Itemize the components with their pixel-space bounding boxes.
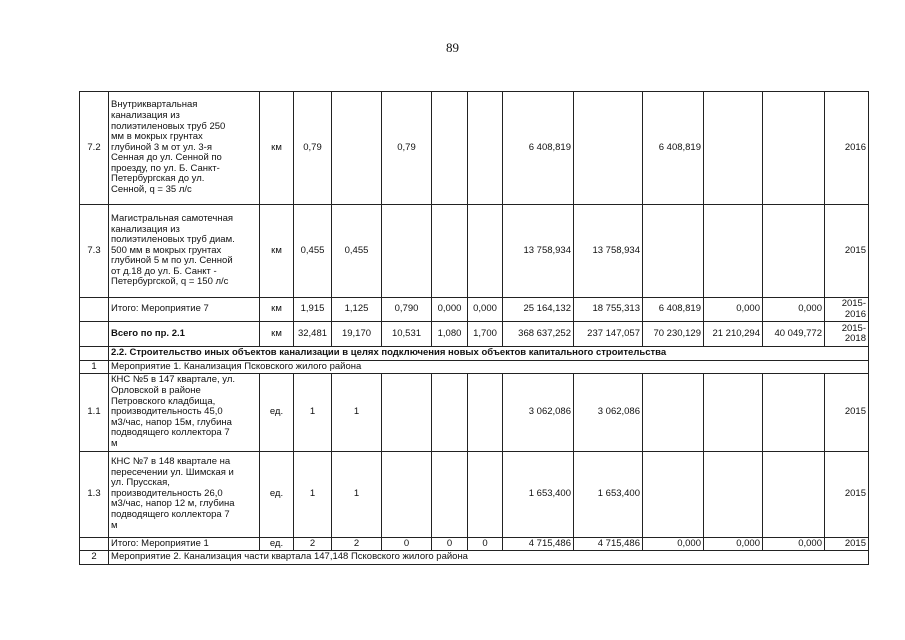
cost-2017: 21 210,294: [704, 322, 763, 347]
row-unit: км: [260, 322, 294, 347]
section-header: 2.2. Строительство иных объектов канализации в целях подключения новых объектов капитального строительства: [109, 347, 869, 361]
measure-num: 2: [80, 551, 109, 565]
row-name: Внутриквартальная канализация из полиэтиленовых труб 250 мм в мокрых грунтах глубиной 3 м от ул. 3-я Сенная до ул. Сенной по проезду, по ул. Б. Санкт- Петербургская до ул. Сенной, q = 35 л/с: [109, 92, 260, 205]
section-header-row: [80, 347, 869, 361]
qty-2016: 0: [382, 537, 432, 551]
cost-total: 1 653,400: [503, 451, 574, 537]
qty-2018: 0: [468, 537, 503, 551]
cost-2016: 70 230,129: [643, 322, 704, 347]
qty-2016: [382, 205, 432, 298]
qty-total: 0,79: [294, 92, 332, 205]
cost-2016: [643, 205, 704, 298]
cost-total: 4 715,486: [503, 537, 574, 551]
qty-2015: 1,125: [332, 298, 382, 322]
cost-2016: 6 408,819: [643, 92, 704, 205]
implementation-years: 2015: [825, 537, 869, 551]
qty-2016: 0,79: [382, 92, 432, 205]
cost-2015: 237 147,057: [574, 322, 643, 347]
row-unit: ед.: [260, 537, 294, 551]
qty-2018: [468, 92, 503, 205]
measure-row: [80, 360, 869, 374]
table-row: [80, 322, 869, 347]
qty-2017: [432, 205, 468, 298]
qty-2015: 19,170: [332, 322, 382, 347]
qty-2018: [468, 451, 503, 537]
qty-2017: 0: [432, 537, 468, 551]
qty-total: 2: [294, 537, 332, 551]
row-number: [80, 537, 109, 551]
implementation-years: 2015: [825, 451, 869, 537]
qty-2017: [432, 374, 468, 451]
cost-total: 3 062,086: [503, 374, 574, 451]
implementation-years: 2016: [825, 92, 869, 205]
qty-total: 0,455: [294, 205, 332, 298]
row-name: Итого: Мероприятие 7: [109, 298, 260, 322]
cost-2017: 0,000: [704, 537, 763, 551]
cost-2018: [763, 205, 825, 298]
measure-row: [80, 551, 869, 565]
qty-2016: [382, 451, 432, 537]
implementation-years: 2015- 2018: [825, 322, 869, 347]
section-header-num: [80, 347, 109, 361]
qty-total: 32,481: [294, 322, 332, 347]
qty-2018: [468, 374, 503, 451]
table-row: [80, 205, 869, 298]
row-number: [80, 322, 109, 347]
row-unit: ед.: [260, 374, 294, 451]
cost-2015: 3 062,086: [574, 374, 643, 451]
row-unit: км: [260, 298, 294, 322]
row-number: 1.1: [80, 374, 109, 451]
cost-total: 13 758,934: [503, 205, 574, 298]
qty-2016: 0,790: [382, 298, 432, 322]
row-number: [80, 298, 109, 322]
cost-2017: [704, 451, 763, 537]
row-number: 1.3: [80, 451, 109, 537]
qty-2015: 1: [332, 374, 382, 451]
cost-2017: 0,000: [704, 298, 763, 322]
qty-total: 1,915: [294, 298, 332, 322]
table-row: [80, 298, 869, 322]
cost-2015: 1 653,400: [574, 451, 643, 537]
row-number: 7.3: [80, 205, 109, 298]
measure-num: 1: [80, 360, 109, 374]
qty-total: 1: [294, 374, 332, 451]
cost-2018: 0,000: [763, 537, 825, 551]
cost-2015: [574, 92, 643, 205]
cost-2016: [643, 451, 704, 537]
cost-2015: 4 715,486: [574, 537, 643, 551]
qty-2018: 1,700: [468, 322, 503, 347]
table-row: [80, 92, 869, 205]
cost-2018: [763, 374, 825, 451]
implementation-years: 2015: [825, 205, 869, 298]
cost-2018: [763, 92, 825, 205]
row-unit: км: [260, 92, 294, 205]
qty-2017: [432, 92, 468, 205]
qty-2017: [432, 451, 468, 537]
row-name: Магистральная самотечная канализация из полиэтиленовых труб диам. 500 мм в мокрых грунтах глубиной 5 м по ул. Сенной от д.18 до ул. Б. Санкт - Петербургской, q = 150 л/с: [109, 205, 260, 298]
qty-2015: 2: [332, 537, 382, 551]
implementation-years: 2015- 2016: [825, 298, 869, 322]
qty-2015: 1: [332, 451, 382, 537]
cost-2015: 13 758,934: [574, 205, 643, 298]
page-number: 89: [446, 40, 459, 55]
measure-title: Мероприятие 1. Канализация Псковского жилого района: [109, 360, 869, 374]
cost-2017: [704, 374, 763, 451]
qty-total: 1: [294, 451, 332, 537]
cost-2018: 0,000: [763, 298, 825, 322]
cost-2018: [763, 451, 825, 537]
row-name: Итого: Мероприятие 1: [109, 537, 260, 551]
cost-2018: 40 049,772: [763, 322, 825, 347]
qty-2016: 10,531: [382, 322, 432, 347]
row-number: 7.2: [80, 92, 109, 205]
table-row: [80, 537, 869, 551]
cost-2015: 18 755,313: [574, 298, 643, 322]
row-name: КНС №7 в 148 квартале на пересечении ул. Шимская и ул. Прусская, производительность 26,0 м3/час, напор 12 м, глубина подводящего коллектора 7 м: [109, 451, 260, 537]
cost-2017: [704, 92, 763, 205]
cost-2016: [643, 374, 704, 451]
qty-2018: 0,000: [468, 298, 503, 322]
qty-2015: 0,455: [332, 205, 382, 298]
qty-2018: [468, 205, 503, 298]
qty-2017: 1,080: [432, 322, 468, 347]
measure-title: Мероприятие 2. Канализация части квартала 147,148 Псковского жилого района: [109, 551, 869, 565]
implementation-years: 2015: [825, 374, 869, 451]
table-row: [80, 374, 869, 451]
row-unit: ед.: [260, 451, 294, 537]
cost-total: 368 637,252: [503, 322, 574, 347]
row-name: Всего по пр. 2.1: [109, 322, 260, 347]
qty-2016: [382, 374, 432, 451]
row-unit: км: [260, 205, 294, 298]
qty-2015: [332, 92, 382, 205]
row-name: КНС №5 в 147 квартале, ул. Орловской в районе Петровского кладбища, производительность 45,0 м3/час, напор 15м, глубина подводящего коллектора 7 м: [109, 374, 260, 451]
table-row: [80, 451, 869, 537]
cost-total: 6 408,819: [503, 92, 574, 205]
cost-total: 25 164,132: [503, 298, 574, 322]
qty-2017: 0,000: [432, 298, 468, 322]
cost-2017: [704, 205, 763, 298]
cost-2016: 0,000: [643, 537, 704, 551]
cost-2016: 6 408,819: [643, 298, 704, 322]
investment-program-table: [79, 91, 869, 565]
